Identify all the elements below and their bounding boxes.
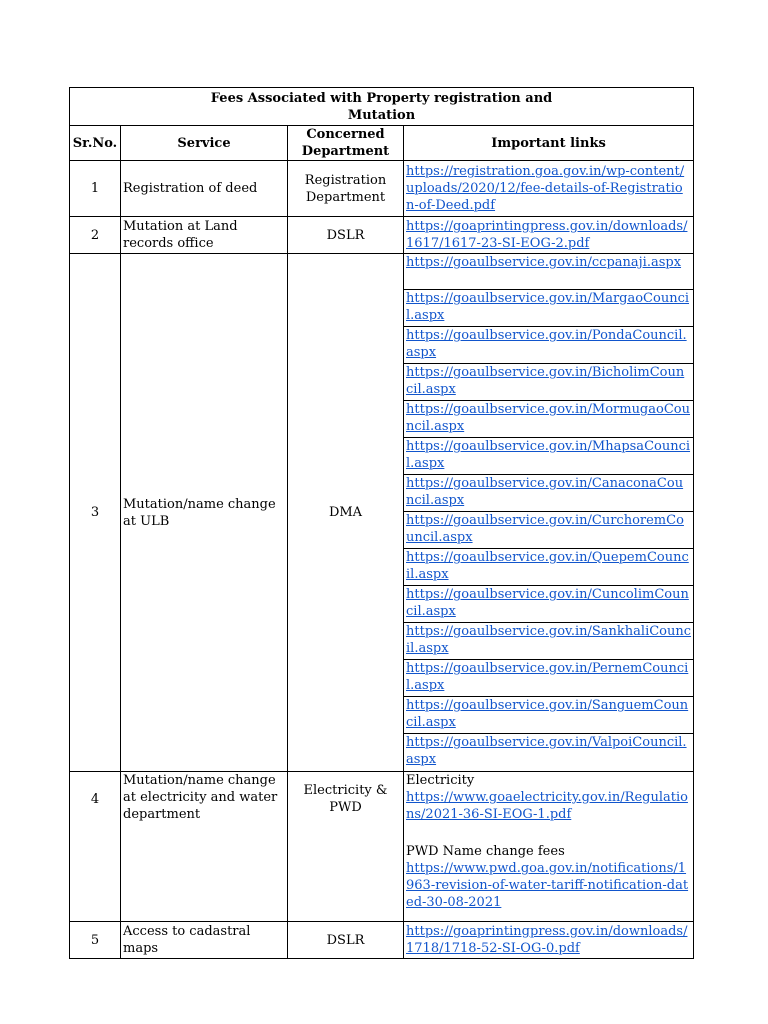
spacer [406,823,691,843]
link-subcell [404,254,693,290]
row-number: 3 [70,254,121,772]
table-title [70,88,694,126]
link-subcell [404,586,693,623]
link-electricity-regulations[interactable]: https://www.goaelectricity.gov.in/Regulations/2021-36-SI-EOG-1.pdf [406,790,688,822]
header-links: Important links [404,126,694,161]
header-service: Service [121,126,288,161]
link-ulb-valpoi[interactable]: https://goaulbservice.gov.in/ValpoiCouncil.aspx [406,735,687,767]
row-number: 2 [70,217,121,254]
links-cell [404,922,694,959]
fees-table-sheet [69,87,693,959]
table-row [70,922,694,959]
service-cell: Mutation/name change at ULB [121,254,288,772]
row-number: 1 [70,161,121,217]
link-subcell [404,401,693,438]
link-registration-fee[interactable]: https://registration.goa.gov.in/wp-content/uploads/2020/12/fee-details-of-Registration-of-Deed.pdf [406,164,685,213]
link-subcell [404,623,693,660]
link-subcell [404,697,693,734]
link-ulb-curchorem[interactable]: https://goaulbservice.gov.in/CurchoremCouncil.aspx [406,513,684,545]
table-row [70,772,694,922]
service-cell: Mutation at Land records office [121,217,288,254]
link-ulb-panaji[interactable]: https://goaulbservice.gov.in/ccpanaji.aspx [406,255,682,270]
service-cell: Mutation/name change at electricity and water department [121,772,288,922]
department-cell: DSLR [288,922,404,959]
link-subcell [404,364,693,401]
link-subcell [404,438,693,475]
link-ulb-cuncolim[interactable]: https://goaulbservice.gov.in/CuncolimCouncil.aspx [406,587,689,619]
service-cell: Registration of deed [121,161,288,217]
link-ulb-canacona[interactable]: https://goaulbservice.gov.in/CanaconaCouncil.aspx [406,476,684,508]
link-ulb-pernem[interactable]: https://goaulbservice.gov.in/PernemCouncil.aspx [406,661,689,693]
link-pwd-notification[interactable]: https://www.pwd.goa.gov.in/notifications/1963-revision-of-water-tariff-notification-dated-30-08-2021 [406,861,689,910]
table-title-line-1: Fees Associated with Property registration and [210,91,553,106]
links-cell [404,217,694,254]
header-srno: Sr.No. [70,126,121,161]
link-subcell [404,327,693,364]
link-ulb-ponda[interactable]: https://goaulbservice.gov.in/PondaCouncil.aspx [406,328,687,360]
department-cell: DMA [288,254,404,772]
link-subcell [404,660,693,697]
link-ulb-mhapsa[interactable]: https://goaulbservice.gov.in/MhapsaCouncil.aspx [406,439,691,471]
table-title-line-2: Mutation [347,108,416,123]
link-ulb-quepem[interactable]: https://goaulbservice.gov.in/QuepemCouncil.aspx [406,550,689,582]
link-ulb-margao[interactable]: https://goaulbservice.gov.in/MargaoCouncil.aspx [406,291,690,323]
link-land-records[interactable]: https://goaprintingpress.gov.in/downloads/1617/1617-23-SI-EOG-2.pdf [406,219,688,251]
row-number: 4 [70,772,121,922]
header-row [70,126,694,161]
table-row [70,254,694,772]
electricity-label: Electricity [406,773,475,788]
row-number: 5 [70,922,121,959]
links-cell [404,772,694,922]
service-cell: Access to cadastral maps [121,922,288,959]
links-cell [404,254,694,772]
department-cell: Electricity & PWD [288,772,404,922]
link-ulb-sanguem[interactable]: https://goaulbservice.gov.in/SanguemCouncil.aspx [406,698,689,730]
header-department: Concerned Department [288,126,404,161]
link-subcell [404,549,693,586]
department-cell: DSLR [288,217,404,254]
department-cell: Registration Department [288,161,404,217]
link-subcell [404,475,693,512]
fees-table [69,87,694,959]
table-row [70,161,694,217]
link-subcell [404,734,693,771]
link-cadastral-maps[interactable]: https://goaprintingpress.gov.in/downloads/1718/1718-52-SI-OG-0.pdf [406,924,688,956]
link-ulb-mormugao[interactable]: https://goaulbservice.gov.in/MormugaoCouncil.aspx [406,402,690,434]
link-ulb-sankhali[interactable]: https://goaulbservice.gov.in/SankhaliCouncil.aspx [406,624,692,656]
link-subcell [404,290,693,327]
pwd-label: PWD Name change fees [406,844,565,859]
link-subcell [404,512,693,549]
link-ulb-bicholim[interactable]: https://goaulbservice.gov.in/BicholimCouncil.aspx [406,365,685,397]
table-row [70,217,694,254]
links-cell [404,161,694,217]
